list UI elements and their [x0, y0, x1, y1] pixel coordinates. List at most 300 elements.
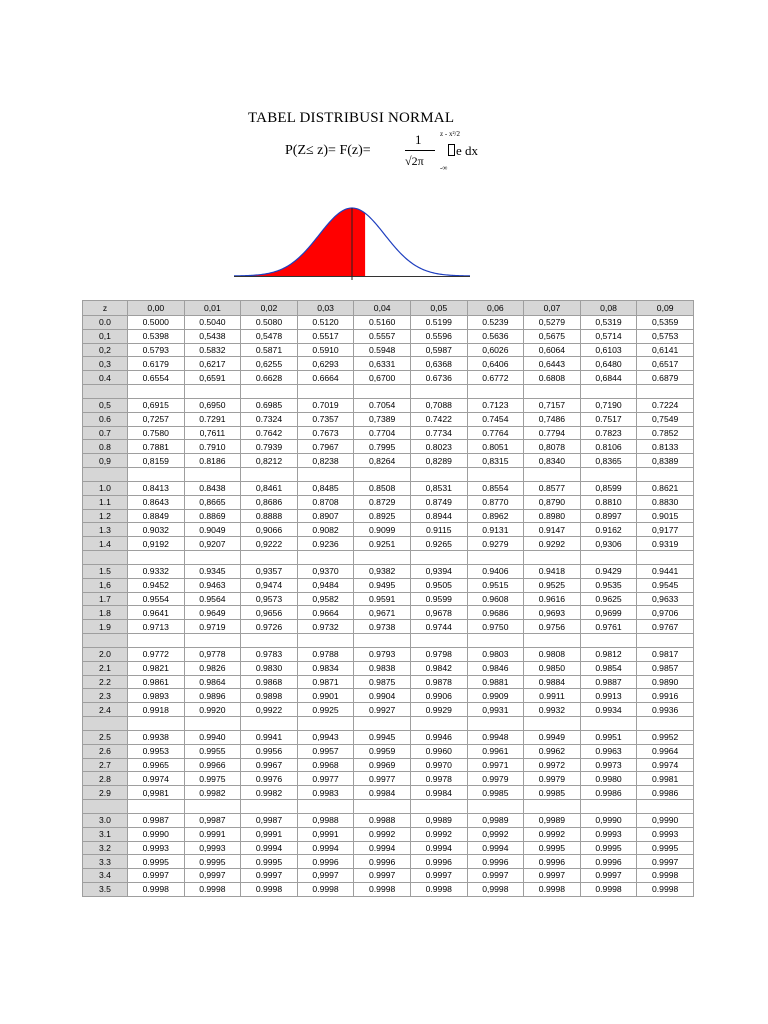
- table-row: [83, 620, 694, 634]
- probability-cell: 0.6179: [128, 357, 185, 371]
- probability-cell: 0.9975: [184, 772, 241, 786]
- probability-cell: 0.9998: [184, 882, 241, 896]
- table-row: [83, 343, 694, 357]
- probability-cell: 0,8340: [524, 454, 581, 468]
- probability-cell: 0.7019: [297, 398, 354, 412]
- spacer-cell: [410, 633, 467, 647]
- probability-cell: 0,5987: [410, 343, 467, 357]
- probability-cell: 0.9861: [128, 675, 185, 689]
- probability-cell: 0.9972: [524, 758, 581, 772]
- z-value-cell: 1.5: [83, 564, 128, 578]
- spacer-cell: [184, 467, 241, 481]
- spacer-cell: [467, 384, 524, 398]
- probability-cell: 0,9991: [297, 827, 354, 841]
- probability-cell: 0,5359: [637, 316, 694, 330]
- spacer-cell: [580, 550, 637, 564]
- table-row: [83, 730, 694, 744]
- probability-cell: 0.9977: [354, 772, 411, 786]
- table-row: [83, 564, 694, 578]
- probability-cell: 0.9554: [128, 592, 185, 606]
- probability-cell: 0,7389: [354, 412, 411, 426]
- probability-cell: 0.9953: [128, 744, 185, 758]
- probability-cell: 0.5398: [128, 329, 185, 343]
- probability-cell: 0.9965: [128, 758, 185, 772]
- probability-cell: 0.9929: [410, 703, 467, 717]
- probability-cell: 0.9981: [637, 772, 694, 786]
- spacer-cell: [184, 716, 241, 730]
- spacer-cell: [241, 467, 298, 481]
- z-value-cell: 1.9: [83, 620, 128, 634]
- probability-cell: 0.6772: [467, 371, 524, 385]
- probability-cell: 0.8708: [297, 495, 354, 509]
- probability-cell: 0,9989: [524, 813, 581, 827]
- header-col: 0,05: [410, 301, 467, 316]
- probability-cell: 0.8944: [410, 509, 467, 523]
- z-value-cell: 3.3: [83, 855, 128, 869]
- normal-curve-figure: [234, 202, 470, 282]
- probability-cell: 0,6700: [354, 371, 411, 385]
- spacer-cell: [184, 633, 241, 647]
- spacer-cell: [524, 716, 581, 730]
- header-col: 0,04: [354, 301, 411, 316]
- probability-cell: 0.9744: [410, 620, 467, 634]
- probability-cell: 0.5596: [410, 329, 467, 343]
- table-row: [83, 481, 694, 495]
- probability-cell: 0.9115: [410, 523, 467, 537]
- probability-cell: 0.9505: [410, 578, 467, 592]
- probability-cell: 0.9826: [184, 661, 241, 675]
- table-row: [83, 813, 694, 827]
- probability-cell: 0.9946: [410, 730, 467, 744]
- probability-cell: 0.9808: [524, 647, 581, 661]
- probability-cell: 0.9452: [128, 578, 185, 592]
- z-value-cell: 0,3: [83, 357, 128, 371]
- probability-cell: 0.7422: [410, 412, 467, 426]
- probability-cell: 0.9998: [128, 882, 185, 896]
- probability-cell: 0.9767: [637, 620, 694, 634]
- probability-cell: 0.9998: [580, 882, 637, 896]
- probability-cell: 0.9998: [241, 882, 298, 896]
- probability-cell: 0.6985: [241, 398, 298, 412]
- probability-cell: 0,8686: [241, 495, 298, 509]
- shaded-area: [234, 208, 365, 276]
- probability-cell: 0,9699: [580, 606, 637, 620]
- probability-cell: 0.7764: [467, 426, 524, 440]
- table-row: [83, 316, 694, 330]
- probability-cell: 0,9943: [297, 730, 354, 744]
- probability-cell: 0.9998: [637, 869, 694, 883]
- probability-cell: 0,6255: [241, 357, 298, 371]
- probability-cell: 0.9719: [184, 620, 241, 634]
- probability-cell: 0.5080: [241, 316, 298, 330]
- header-col: 0,01: [184, 301, 241, 316]
- probability-cell: 0,5478: [241, 329, 298, 343]
- probability-cell: 0.7642: [241, 426, 298, 440]
- probability-cell: 0,9990: [637, 813, 694, 827]
- spacer-cell: [580, 467, 637, 481]
- spacer-cell: [467, 716, 524, 730]
- probability-cell: 0.8980: [524, 509, 581, 523]
- probability-cell: 0.9995: [524, 841, 581, 855]
- table-row: [83, 398, 694, 412]
- table-row: [83, 675, 694, 689]
- probability-cell: 0.8643: [128, 495, 185, 509]
- probability-cell: 0,8159: [128, 454, 185, 468]
- spacer-cell: [184, 550, 241, 564]
- z-value-cell: 2.3: [83, 689, 128, 703]
- spacer-cell: [128, 716, 185, 730]
- probability-cell: 0,9987: [184, 813, 241, 827]
- probability-cell: 0,9370: [297, 564, 354, 578]
- probability-cell: 0.9726: [241, 620, 298, 634]
- probability-cell: 0.5948: [354, 343, 411, 357]
- spacer-cell: [410, 467, 467, 481]
- spacer-cell: [128, 550, 185, 564]
- probability-cell: 0.9998: [354, 882, 411, 896]
- probability-cell: 0,6026: [467, 343, 524, 357]
- spacer-cell: [128, 633, 185, 647]
- spacer-cell: [524, 633, 581, 647]
- probability-cell: 0,8365: [580, 454, 637, 468]
- probability-cell: 0.9750: [467, 620, 524, 634]
- spacer-cell: [354, 384, 411, 398]
- spacer-cell: [410, 716, 467, 730]
- probability-cell: 0.5000: [128, 316, 185, 330]
- probability-cell: 0,8665: [184, 495, 241, 509]
- probability-cell: 0,6406: [467, 357, 524, 371]
- probability-cell: 0,9990: [580, 813, 637, 827]
- probability-cell: 0.7939: [241, 440, 298, 454]
- probability-cell: 0.9969: [354, 758, 411, 772]
- probability-cell: 0,9357: [241, 564, 298, 578]
- probability-cell: 0.5120: [297, 316, 354, 330]
- probability-cell: 0,5714: [580, 329, 637, 343]
- table-row: [83, 703, 694, 717]
- spacer-cell: [128, 799, 185, 813]
- header-col: 0,08: [580, 301, 637, 316]
- probability-cell: 0.7823: [580, 426, 637, 440]
- probability-cell: 0.9686: [467, 606, 524, 620]
- probability-cell: 0.9846: [467, 661, 524, 675]
- probability-cell: 0.8186: [184, 454, 241, 468]
- spacer-cell: [410, 550, 467, 564]
- probability-cell: 0.9772: [128, 647, 185, 661]
- table-row: [83, 426, 694, 440]
- probability-cell: 0.9871: [297, 675, 354, 689]
- probability-cell: 0,9991: [241, 827, 298, 841]
- probability-cell: 0.9987: [128, 813, 185, 827]
- probability-cell: 0,8289: [410, 454, 467, 468]
- spacer-cell: [410, 384, 467, 398]
- z-value-cell: 1.0: [83, 481, 128, 495]
- probability-cell: 0.9992: [410, 827, 467, 841]
- spacer-cell: [580, 633, 637, 647]
- spacer-cell: [637, 550, 694, 564]
- probability-cell: 0.9887: [580, 675, 637, 689]
- probability-cell: 0.9761: [580, 620, 637, 634]
- probability-cell: 0.8413: [128, 481, 185, 495]
- probability-cell: 0.9564: [184, 592, 241, 606]
- probability-cell: 0.9960: [410, 744, 467, 758]
- probability-cell: 0.9984: [354, 786, 411, 800]
- probability-cell: 0.9979: [467, 772, 524, 786]
- probability-cell: 0.9788: [297, 647, 354, 661]
- probability-cell: 0,9706: [637, 606, 694, 620]
- probability-cell: 0.9881: [467, 675, 524, 689]
- probability-cell: 0.7995: [354, 440, 411, 454]
- probability-cell: 0.9890: [637, 675, 694, 689]
- header-col: 0,00: [128, 301, 185, 316]
- probability-cell: 0.9898: [241, 689, 298, 703]
- probability-cell: 0.8554: [467, 481, 524, 495]
- spacer-cell: [297, 633, 354, 647]
- table-row: [83, 744, 694, 758]
- probability-cell: 0.9131: [467, 523, 524, 537]
- probability-cell: 0.9978: [410, 772, 467, 786]
- probability-cell: 0.9864: [184, 675, 241, 689]
- probability-cell: 0.9649: [184, 606, 241, 620]
- probability-cell: 0.9991: [184, 827, 241, 841]
- probability-cell: 0.9599: [410, 592, 467, 606]
- probability-cell: 0.8907: [297, 509, 354, 523]
- probability-cell: 0,9222: [241, 537, 298, 551]
- probability-cell: 0.9147: [524, 523, 581, 537]
- probability-cell: 0.8133: [637, 440, 694, 454]
- probability-cell: 0.9994: [410, 841, 467, 855]
- z-value-cell: 1,6: [83, 578, 128, 592]
- probability-cell: 0.9968: [297, 758, 354, 772]
- probability-cell: 0.9857: [637, 661, 694, 675]
- spacer-cell: [524, 384, 581, 398]
- probability-cell: 0,9573: [241, 592, 298, 606]
- table-row: [83, 578, 694, 592]
- spacer-cell: [297, 384, 354, 398]
- probability-cell: 0.9738: [354, 620, 411, 634]
- probability-cell: 0.9948: [467, 730, 524, 744]
- probability-cell: 0.9049: [184, 523, 241, 537]
- probability-cell: 0.7454: [467, 412, 524, 426]
- probability-cell: 0.9279: [467, 537, 524, 551]
- probability-cell: 0.8962: [467, 509, 524, 523]
- probability-cell: 0.6554: [128, 371, 185, 385]
- spacer-cell: [637, 633, 694, 647]
- formula-integrand: [448, 143, 478, 159]
- probability-cell: 0.7734: [410, 426, 467, 440]
- spacer-cell: [354, 550, 411, 564]
- probability-cell: 0.9319: [637, 537, 694, 551]
- probability-cell: 0.9996: [354, 855, 411, 869]
- probability-cell: 0,6950: [184, 398, 241, 412]
- z-value-cell: 3.5: [83, 882, 128, 896]
- probability-cell: 0.9906: [410, 689, 467, 703]
- probability-cell: 0.5040: [184, 316, 241, 330]
- probability-cell: 0,9693: [524, 606, 581, 620]
- probability-cell: 0,6443: [524, 357, 581, 371]
- probability-cell: 0.9441: [637, 564, 694, 578]
- probability-cell: 0.9998: [297, 882, 354, 896]
- group-spacer-row: [83, 467, 694, 481]
- probability-cell: 0,8599: [580, 481, 637, 495]
- table-row: [83, 869, 694, 883]
- probability-cell: 0.9608: [467, 592, 524, 606]
- probability-cell: 0.9418: [524, 564, 581, 578]
- probability-cell: 0.9817: [637, 647, 694, 661]
- table-row: [83, 357, 694, 371]
- probability-cell: 0.9979: [524, 772, 581, 786]
- probability-cell: 0.9292: [524, 537, 581, 551]
- probability-cell: 0.9545: [637, 578, 694, 592]
- probability-cell: 0,7611: [184, 426, 241, 440]
- probability-cell: 0,8212: [241, 454, 298, 468]
- probability-cell: 0.9495: [354, 578, 411, 592]
- probability-cell: 0.9992: [524, 827, 581, 841]
- probability-cell: 0.9625: [580, 592, 637, 606]
- probability-cell: 0.9938: [128, 730, 185, 744]
- group-spacer-row: [83, 633, 694, 647]
- spacer-cell: [467, 550, 524, 564]
- probability-cell: 0.9901: [297, 689, 354, 703]
- group-spacer-row: [83, 799, 694, 813]
- table-row: [83, 371, 694, 385]
- probability-cell: 0,9207: [184, 537, 241, 551]
- probability-cell: 0.9956: [241, 744, 298, 758]
- probability-cell: 0.7852: [637, 426, 694, 440]
- probability-cell: 0,5753: [637, 329, 694, 343]
- probability-cell: 0.9251: [354, 537, 411, 551]
- spacer-cell: [297, 799, 354, 813]
- table-row: [83, 440, 694, 454]
- probability-cell: 0,8531: [410, 481, 467, 495]
- z-value-cell: 2.0: [83, 647, 128, 661]
- probability-cell: 0.9992: [354, 827, 411, 841]
- probability-cell: 0,9671: [354, 606, 411, 620]
- probability-cell: 0.9884: [524, 675, 581, 689]
- probability-cell: 0.7967: [297, 440, 354, 454]
- probability-cell: 0,6293: [297, 357, 354, 371]
- probability-cell: 0.7881: [128, 440, 185, 454]
- probability-cell: 0,7257: [128, 412, 185, 426]
- integral-lower-limit: -∞: [440, 164, 448, 172]
- probability-cell: 0.5910: [297, 343, 354, 357]
- z-value-cell: 2.7: [83, 758, 128, 772]
- z-value-cell: 0,1: [83, 329, 128, 343]
- table-header-row: [83, 301, 694, 316]
- probability-cell: 0.5239: [467, 316, 524, 330]
- probability-cell: 0.9850: [524, 661, 581, 675]
- table-row: [83, 454, 694, 468]
- probability-cell: 0.9985: [524, 786, 581, 800]
- probability-cell: 0.8888: [241, 509, 298, 523]
- fraction-bar: [405, 150, 435, 151]
- probability-cell: 0,9922: [241, 703, 298, 717]
- probability-cell: 0.9904: [354, 689, 411, 703]
- probability-cell: 0.5793: [128, 343, 185, 357]
- probability-cell: 0.9967: [241, 758, 298, 772]
- probability-cell: 0,6331: [354, 357, 411, 371]
- z-value-cell: 2.6: [83, 744, 128, 758]
- spacer-cell: [83, 467, 128, 481]
- probability-cell: 0,9306: [580, 537, 637, 551]
- probability-cell: 0.9957: [297, 744, 354, 758]
- probability-cell: 0,6915: [128, 398, 185, 412]
- probability-cell: 0.7224: [637, 398, 694, 412]
- probability-cell: 0.9821: [128, 661, 185, 675]
- table-row: [83, 412, 694, 426]
- spacer-cell: [83, 384, 128, 398]
- probability-cell: 0,9931: [467, 703, 524, 717]
- probability-cell: 0.9015: [637, 509, 694, 523]
- z-value-cell: 0,2: [83, 343, 128, 357]
- z-value-cell: 3.4: [83, 869, 128, 883]
- z-value-cell: 0.4: [83, 371, 128, 385]
- z-table: [82, 300, 694, 897]
- table-row: [83, 758, 694, 772]
- probability-cell: 0.6879: [637, 371, 694, 385]
- probability-cell: 0.9664: [297, 606, 354, 620]
- spacer-cell: [83, 799, 128, 813]
- probability-cell: 0.9998: [410, 882, 467, 896]
- probability-cell: 0.9990: [128, 827, 185, 841]
- z-value-cell: 3.1: [83, 827, 128, 841]
- spacer-cell: [637, 799, 694, 813]
- probability-cell: 0.9997: [467, 869, 524, 883]
- probability-cell: 0.6808: [524, 371, 581, 385]
- formula-denominator: √2π: [405, 154, 424, 168]
- probability-cell: 0,9382: [354, 564, 411, 578]
- z-value-cell: 2.1: [83, 661, 128, 675]
- probability-cell: 0.8023: [410, 440, 467, 454]
- group-spacer-row: [83, 716, 694, 730]
- probability-cell: 0,9989: [467, 813, 524, 827]
- probability-cell: 0,9988: [297, 813, 354, 827]
- probability-cell: 0.9793: [354, 647, 411, 661]
- probability-cell: 0,7190: [580, 398, 637, 412]
- probability-cell: 0,8264: [354, 454, 411, 468]
- z-value-cell: 0,9: [83, 454, 128, 468]
- probability-cell: 0.8925: [354, 509, 411, 523]
- table-row: [83, 509, 694, 523]
- probability-cell: 0.5199: [410, 316, 467, 330]
- probability-cell: 0.9997: [241, 869, 298, 883]
- spacer-cell: [354, 799, 411, 813]
- probability-cell: 0.9951: [580, 730, 637, 744]
- probability-cell: 0.8770: [467, 495, 524, 509]
- probability-cell: 0.9925: [297, 703, 354, 717]
- probability-cell: 0.8106: [580, 440, 637, 454]
- probability-cell: 0.5871: [241, 343, 298, 357]
- probability-cell: 0,7486: [524, 412, 581, 426]
- probability-cell: 0,8461: [241, 481, 298, 495]
- probability-cell: 0,9778: [184, 647, 241, 661]
- probability-cell: 0,9656: [241, 606, 298, 620]
- probability-cell: 0.9994: [241, 841, 298, 855]
- probability-cell: 0.9970: [410, 758, 467, 772]
- probability-cell: 0,9993: [184, 841, 241, 855]
- spacer-cell: [297, 467, 354, 481]
- probability-cell: 0,7157: [524, 398, 581, 412]
- probability-cell: 0,9997: [297, 869, 354, 883]
- probability-cell: 0.9515: [467, 578, 524, 592]
- header-col: 0,06: [467, 301, 524, 316]
- probability-cell: 0.9980: [580, 772, 637, 786]
- probability-cell: 0,9981: [128, 786, 185, 800]
- probability-cell: 0.9983: [297, 786, 354, 800]
- spacer-cell: [128, 467, 185, 481]
- probability-cell: 0.7580: [128, 426, 185, 440]
- table-row: [83, 537, 694, 551]
- spacer-cell: [410, 799, 467, 813]
- probability-cell: 0.9955: [184, 744, 241, 758]
